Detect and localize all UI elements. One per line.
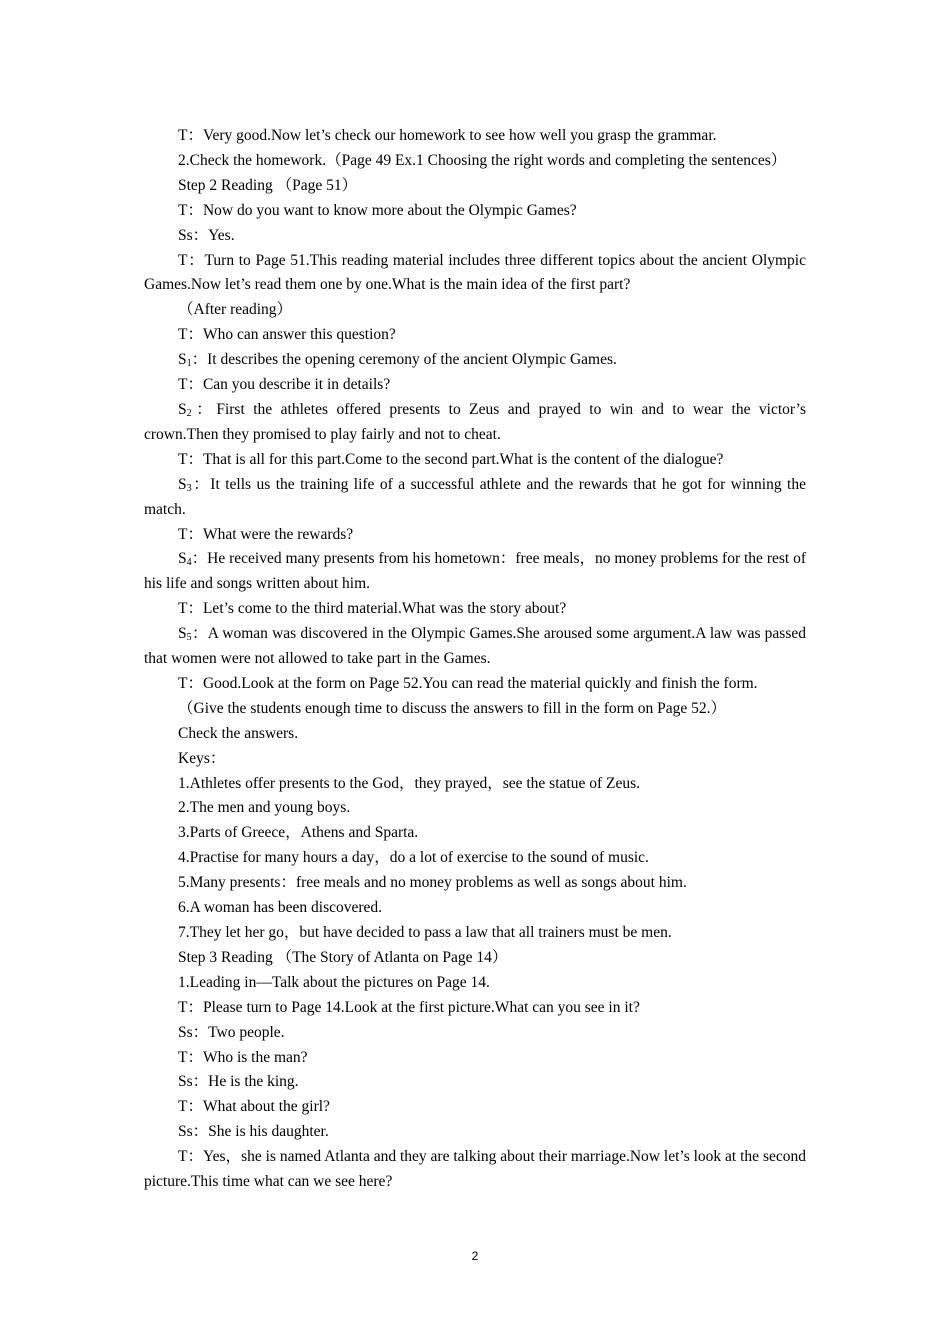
paragraph: T：Good.Look at the form on Page 52.You can read the material quickly and finish the form.	[178, 674, 758, 692]
speech-text: ：First the athletes offered presents to Zeus and prayed to win and to wear the victor’s crown.Then they promised to play fairly and not to cheat.	[144, 400, 806, 443]
speaker-subscript: 2	[186, 407, 192, 419]
paragraph: T：Who is the man?	[178, 1048, 308, 1066]
paragraph	[144, 622, 806, 672]
key-item: 4.Practise for many hours a day，do a lot of exercise to the sound of music.	[178, 849, 649, 867]
speaker-label: S	[178, 351, 187, 369]
paragraph: T：Please turn to Page 14.Look at the first picture.What can you see in it?	[178, 998, 640, 1016]
speech-text: ：It tells us the training life of a successful athlete and the rewards that he got for winning the match.	[144, 475, 806, 518]
paragraph: 1.Leading in—Talk about the pictures on Page 14.	[178, 973, 490, 991]
paragraph: T：Now do you want to know more about the Olympic Games?	[178, 201, 577, 219]
paragraph: 2.Check the homework.（Page 49 Ex.1 Choosing the right words and completing the sentences）	[178, 151, 787, 169]
key-item: 1.Athletes offer presents to the God，they prayed，see the statue of Zeus.	[178, 774, 640, 792]
paragraph: （After reading）	[178, 301, 293, 319]
key-item: 2.The men and young boys.	[178, 799, 351, 817]
paragraph	[144, 348, 806, 373]
speaker-subscript: 4	[186, 557, 192, 569]
page-number: 2	[471, 1249, 479, 1263]
speech-text: ：It describes the opening ceremony of the ancient Olympic Games.	[191, 351, 617, 369]
paragraph: T：What about the girl?	[178, 1098, 330, 1116]
paragraph: （Give the students enough time to discuss the answers to fill in the form on Page 52.）	[178, 699, 727, 717]
paragraph: T：Turn to Page 51.This reading material includes three different topics about the ancient Olympic Games.Now let’s read them one by one.What is the main idea of the first part?	[144, 251, 806, 294]
paragraph: T：Can you describe it in details?	[178, 376, 391, 394]
key-item: 7.They let her go，but have decided to pass a law that all trainers must be men.	[178, 924, 672, 941]
paragraph: T：Who can answer this question?	[178, 326, 396, 344]
speaker-subscript: 3	[186, 482, 192, 494]
paragraph: Keys：	[178, 749, 226, 767]
paragraph: Ss：Two people.	[178, 1023, 285, 1041]
speaker-label: S	[178, 400, 187, 418]
speaker-label: S	[178, 550, 187, 568]
document-body	[144, 124, 806, 1195]
key-item: 6.A woman has been discovered.	[178, 899, 383, 917]
paragraph: T：Yes，she is named Atlanta and they are talking about their marriage.Now let’s look at the second picture.This time what can we see here?	[144, 1148, 806, 1191]
paragraph: Ss：She is his daughter.	[178, 1123, 329, 1141]
paragraph: Ss：He is the king.	[178, 1073, 299, 1091]
paragraph	[144, 473, 806, 523]
paragraph: Ss：Yes.	[178, 226, 235, 244]
speaker-subscript: 1	[186, 358, 192, 370]
speaker-subscript: 5	[186, 632, 192, 644]
paragraph: Check the answers.	[178, 724, 299, 742]
speaker-label: S	[178, 475, 187, 493]
key-item: 3.Parts of Greece，Athens and Sparta.	[178, 824, 419, 842]
key-item: 5.Many presents：free meals and no money problems as well as songs about him.	[178, 874, 687, 892]
speech-text: ：He received many presents from his hometown：free meals，no money problems for the rest of his life and songs written about him.	[144, 550, 806, 593]
section-heading: Step 3 Reading （The Story of Atlanta on Page 14）	[178, 948, 508, 966]
speaker-label: S	[178, 625, 187, 643]
section-heading: Step 2 Reading （Page 51）	[178, 176, 358, 194]
paragraph: T：Very good.Now let’s check our homework to see how well you grasp the grammar.	[178, 127, 717, 144]
paragraph: T：That is all for this part.Come to the second part.What is the content of the dialogue?	[178, 450, 724, 468]
paragraph	[144, 547, 806, 597]
speech-text: ：A woman was discovered in the Olympic Games.She aroused some argument.A law was passed that women were not allowed to take part in the Games.	[144, 625, 806, 668]
paragraph: T：What were the rewards?	[178, 525, 354, 543]
paragraph: T：Let’s come to the third material.What was the story about?	[178, 600, 567, 618]
paragraph	[144, 398, 806, 448]
